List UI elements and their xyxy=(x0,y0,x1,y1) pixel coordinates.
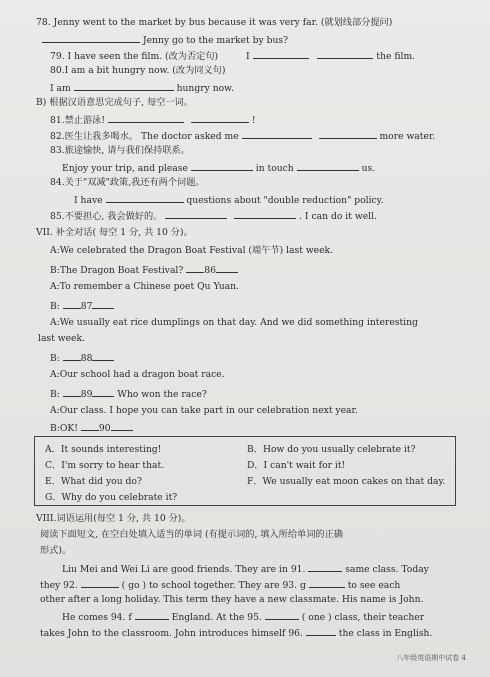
answer-blank[interactable] xyxy=(253,49,309,59)
answer-blank[interactable] xyxy=(242,129,312,139)
section-8-instruction: 阅读下面短文, 在空白处填入适当的单词 (有提示词的, 填入所给单词的正确 xyxy=(40,529,343,540)
blank-86[interactable]: 86 xyxy=(204,265,216,276)
answer-blank[interactable] xyxy=(319,129,377,139)
passage-line: they 92. ( go ) to school together. They are 93. g to see each xyxy=(40,580,401,591)
question-83-answer-line: Enjoy your trip, and please in touch us. xyxy=(62,163,376,174)
section-8-instruction: 形式)。 xyxy=(40,545,72,556)
question-83: 83.旅途愉快, 请与我们保持联系。 xyxy=(50,145,190,156)
question-84-answer-line: I have questions about "double reduction" policy. xyxy=(74,195,384,206)
page-footer: 八年级英语期中试卷 4 xyxy=(396,654,466,662)
blank-89[interactable]: 89 xyxy=(80,389,93,400)
answer-blank[interactable] xyxy=(317,49,373,59)
answer-blank[interactable] xyxy=(297,161,359,171)
dialogue-line: A:Our school had a dragon boat race. xyxy=(50,369,225,380)
option-c[interactable]: C．I'm sorry to hear that. xyxy=(45,460,165,471)
option-a[interactable]: A．It sounds interesting! xyxy=(45,444,162,455)
blank-91[interactable] xyxy=(308,562,342,572)
blank-87[interactable]: 87 xyxy=(80,301,93,312)
question-82: 82.医生让我多喝水。 The doctor asked me more water. xyxy=(50,131,436,142)
dialogue-line: A:We usually eat rice dumplings on that day. And we did something interesting xyxy=(50,317,418,328)
question-79: 79. I have seen the film. (改为否定句) I the film. xyxy=(50,51,416,62)
answer-blank[interactable] xyxy=(74,81,174,91)
blank-93[interactable] xyxy=(309,578,345,588)
passage-line: He comes 94. f England. At the 95. ( one ) class, their teacher xyxy=(62,612,425,623)
blank-94[interactable] xyxy=(135,610,169,620)
dialogue-line: B: 88 xyxy=(50,351,478,365)
dialogue-line: B: 89 Who won the race? xyxy=(50,389,207,400)
question-81: 81.禁止游泳! ! xyxy=(50,115,256,126)
dialogue-line: B: 87 xyxy=(50,299,478,313)
passage-line: Liu Mei and Wei Li are good friends. They are in 91. same class. Today xyxy=(62,564,429,575)
answer-blank[interactable] xyxy=(108,113,184,123)
dialogue-line: B:OK! 90 xyxy=(50,421,478,435)
question-80: 80.I am a bit hungry now. (改为同义句) xyxy=(50,65,226,76)
question-78-answer-line: Jenny go to the market by bus? xyxy=(42,33,478,47)
option-g[interactable]: G．Why do you celebrate it? xyxy=(45,492,178,503)
dialogue-line: A:To remember a Chinese poet Qu Yuan. xyxy=(50,281,239,292)
question-85: 85.不要担心, 我会做好的。 . I can do it well. xyxy=(50,211,377,222)
answer-blank[interactable] xyxy=(191,161,253,171)
answer-blank[interactable] xyxy=(165,209,227,219)
question-80-answer-line: I am hungry now. xyxy=(50,83,234,94)
dialogue-line: B:The Dragon Boat Festival? 86 xyxy=(50,263,478,277)
dialogue-line: A:We celebrated the Dragon Boat Festival (端午节) last week. xyxy=(50,245,334,256)
option-d[interactable]: D．I can't wait for it! xyxy=(247,460,346,471)
option-b[interactable]: B．How do you usually celebrate it? xyxy=(247,444,416,455)
option-f[interactable]: F．We usually eat moon cakes on that day. xyxy=(247,476,446,487)
answer-blank[interactable] xyxy=(42,33,140,43)
options-box xyxy=(34,436,456,506)
answer-blank[interactable] xyxy=(234,209,296,219)
section-7-heading: VII. 补全对话( 每空 1 分, 共 10 分)。 xyxy=(36,227,193,238)
section-8-heading: VIII.词语运用(每空 1 分, 共 10 分)。 xyxy=(36,513,191,524)
answer-blank[interactable] xyxy=(191,113,249,123)
blank-92[interactable] xyxy=(81,578,119,588)
part-b-heading: B) 根据汉语意思完成句子, 每空一词。 xyxy=(36,97,193,108)
answer-blank[interactable] xyxy=(106,193,184,203)
passage-line: takes John to the classroom. John introduces himself 96. the class in English. xyxy=(40,628,433,639)
dialogue-line: last week. xyxy=(38,333,85,344)
question-84: 84.关于"双减"政策,我还有两个问题。 xyxy=(50,177,205,188)
option-e[interactable]: E．What did you do? xyxy=(45,476,142,487)
blank-88[interactable]: 88 xyxy=(80,353,93,364)
dialogue-line: A:Our class. I hope you can take part in our celebration next year. xyxy=(50,405,358,416)
blank-90[interactable]: 90 xyxy=(98,423,111,434)
blank-96[interactable] xyxy=(306,626,336,636)
blank-95[interactable] xyxy=(265,610,299,620)
question-78: 78. Jenny went to the market by bus because it was very far. (就划线部分提问) xyxy=(36,17,393,28)
passage-line: other after a long holiday. This term they have a new classmate. His name is John. xyxy=(40,594,424,605)
